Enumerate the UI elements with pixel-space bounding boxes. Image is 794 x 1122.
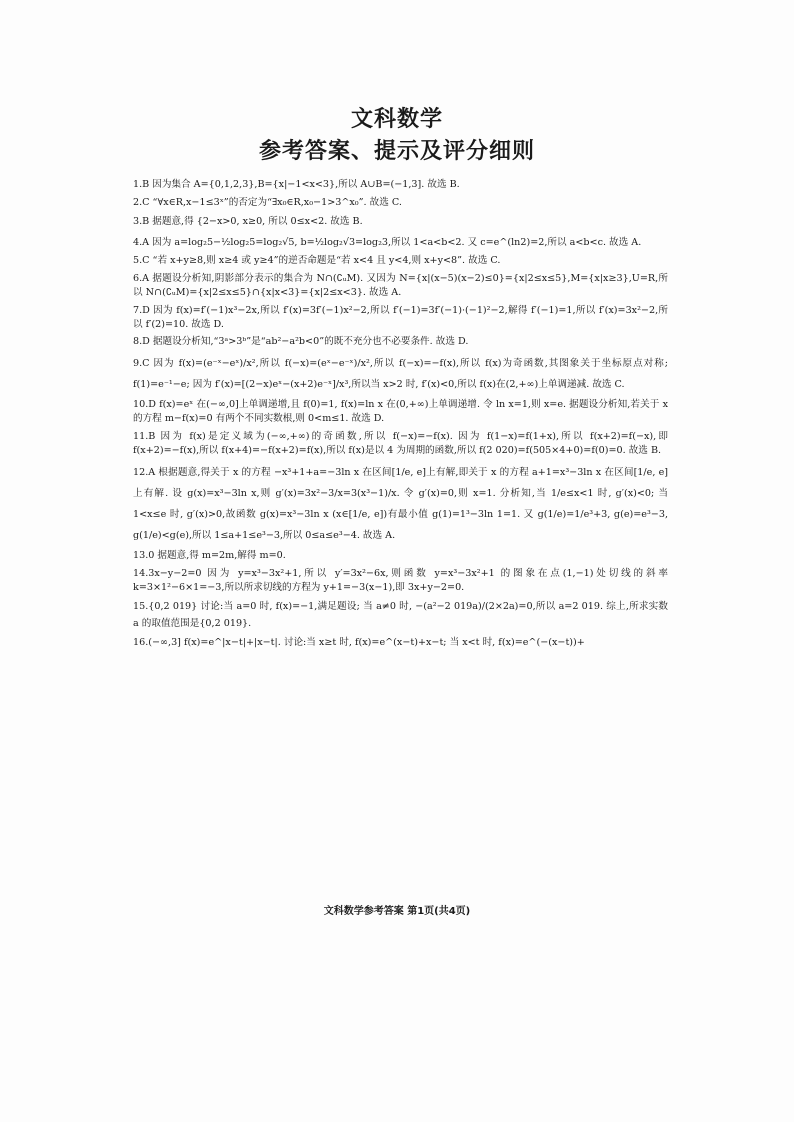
answer-list [133,178,668,654]
answer-item-13: 13.0 据题意,得 m=2m,解得 m=0. [133,550,286,562]
page-footer: 文科数学参考答案 第1页(共4页) [323,906,471,917]
answer-item-8: 8.D 据题设分析知,“3ᵃ>3ᵇ”是“ab²−a²b<0”的既不充分也不必要条件. 故选 D. [133,336,469,348]
document-subtitle: 参考答案、提示及评分细则 [258,139,535,164]
answer-item-4: 4.A 因为 a=log₂5−½log₂5=log₂√5, b=½log₂√3=log₂3,所以 1<a<b<2. 又 c=e^(ln2)=2,所以 a<b<c. 故选 A. [133,236,642,248]
answer-item-12: 12.A 根据题意,得关于 x 的方程 −x³+1+a=−3ln x 在区间[1/e, e]上有解,即关于 x 的方程 a+1=x³−3ln x 在区间[1/e, e]上有解. 设 g(x)=x³−3ln x,则 g′(x)=3x²−3/x=3(x³−1)/x. 令 g′(x)=0,则 x=1. 分析知,当 1/e≤x<1 时, g′(x)<0; 当 1<x≤e 时, g′(x)>0,故函数 g(x)=x³−3ln x (x∈[1/e, e])有最小值 g(1)=1³−3ln 1=1. 又 g(1/e)=1/e³+3, g(e)=e³−3, g(1/e)<g(e),所以 1≤a+1≤e³−3,所以 0≤a≤e³−4. 故选 A. [133,466,668,541]
answer-item-6: 6.A 据题设分析知,阴影部分表示的集合为 N∩(∁ᵤM). 又因为 N={x|(x−5)(x−2)≤0}={x|2≤x≤5},M={x|x≥3},U=R,所以 N∩(∁ᵤM)={x|2≤x≤5}∩{x|x<3}={x|2≤x<3}. 故选 A. [133,272,668,298]
answer-item-2: 2.C “∀x∈R,x−1≤3ˣ”的否定为“∃x₀∈R,x₀−1>3^x₀”. 故选 C. [133,196,402,208]
document-title: 文科数学 [350,107,443,132]
answer-item-11: 11.B 因为 f(x)是定义域为(−∞,+∞)的奇函数,所以 f(−x)=−f(x). 因为 f(1−x)=f(1+x),所以 f(x+2)=f(−x),即 f(x+2)=−f(x),所以 f(x+4)=−f(x+2)=f(x),所以 f(x)是以 4 为周期的函数,所以 f(2 020)=f(505×4+0)=f(0)=0. 故选 B. [133,430,668,456]
answer-item-16: 16.(−∞,3] f(x)=e^|x−t|+|x−t|. 讨论:当 x≥t 时, f(x)=e^(x−t)+x−t; 当 x<t 时, f(x)=e^(−(x−t))+ [133,636,585,648]
answer-item-9: 9.C 因为 f(x)=(e⁻ˣ−eˣ)/x²,所以 f(−x)=(eˣ−e⁻ˣ)/x²,所以 f(−x)=−f(x),所以 f(x)为奇函数,其图象关于坐标原点对称; f(1)=e⁻¹−e; 因为 f′(x)=[(2−x)eˣ−(x+2)e⁻ˣ]/x³,所以当 x>2 时, f′(x)<0,所以 f(x)在(2,+∞)上单调递减. 故选 C. [133,357,668,390]
answer-item-10: 10.D f(x)=eˣ 在(−∞,0]上单调递增,且 f(0)=1, f(x)=ln x 在(0,+∞)上单调递增. 令 ln x=1,则 x=e. 据题设分析知,若关于 x 的方程 m−f(x)=0 有两个不同实数根,则 0<m≤1. 故选 D. [133,399,668,425]
answer-item-3: 3.B 据题意,得 {2−x>0, x≥0, 所以 0≤x<2. 故选 B. [133,216,363,228]
answer-item-7: 7.D 因为 f(x)=f′(−1)x³−2x,所以 f′(x)=3f′(−1)x²−2,所以 f′(−1)=3f′(−1)·(−1)²−2,解得 f′(−1)=1,所以 f′(x)=3x²−2,所以 f′(2)=10. 故选 D. [133,304,668,330]
answer-item-5: 5.C “若 x+y≥8,则 x≥4 或 y≥4”的逆否命题是“若 x<4 且 y<4,则 x+y<8”. 故选 C. [133,255,501,267]
answer-item-15: 15.{0,2 019} 讨论:当 a=0 时, f(x)=−1,满足题设; 当 a≠0 时, −(a²−2 019a)/(2×2a)=0,所以 a=2 019. 综上,所求实数 a 的取值范围是{0,2 019}. [133,601,668,630]
answer-item-1: 1.B 因为集合 A={0,1,2,3},B={x|−1<x<3},所以 A∪B=(−1,3]. 故选 B. [133,179,460,190]
answer-item-14: 14.3x−y−2=0 因为 y=x³−3x²+1,所以 y′=3x²−6x,则函数 y=x³−3x²+1 的图象在点(1,−1)处切线的斜率 k=3×1²−6×1=−3,所以所求切线的方程为 y+1=−3(x−1),即 3x+y−2=0. [133,567,668,593]
